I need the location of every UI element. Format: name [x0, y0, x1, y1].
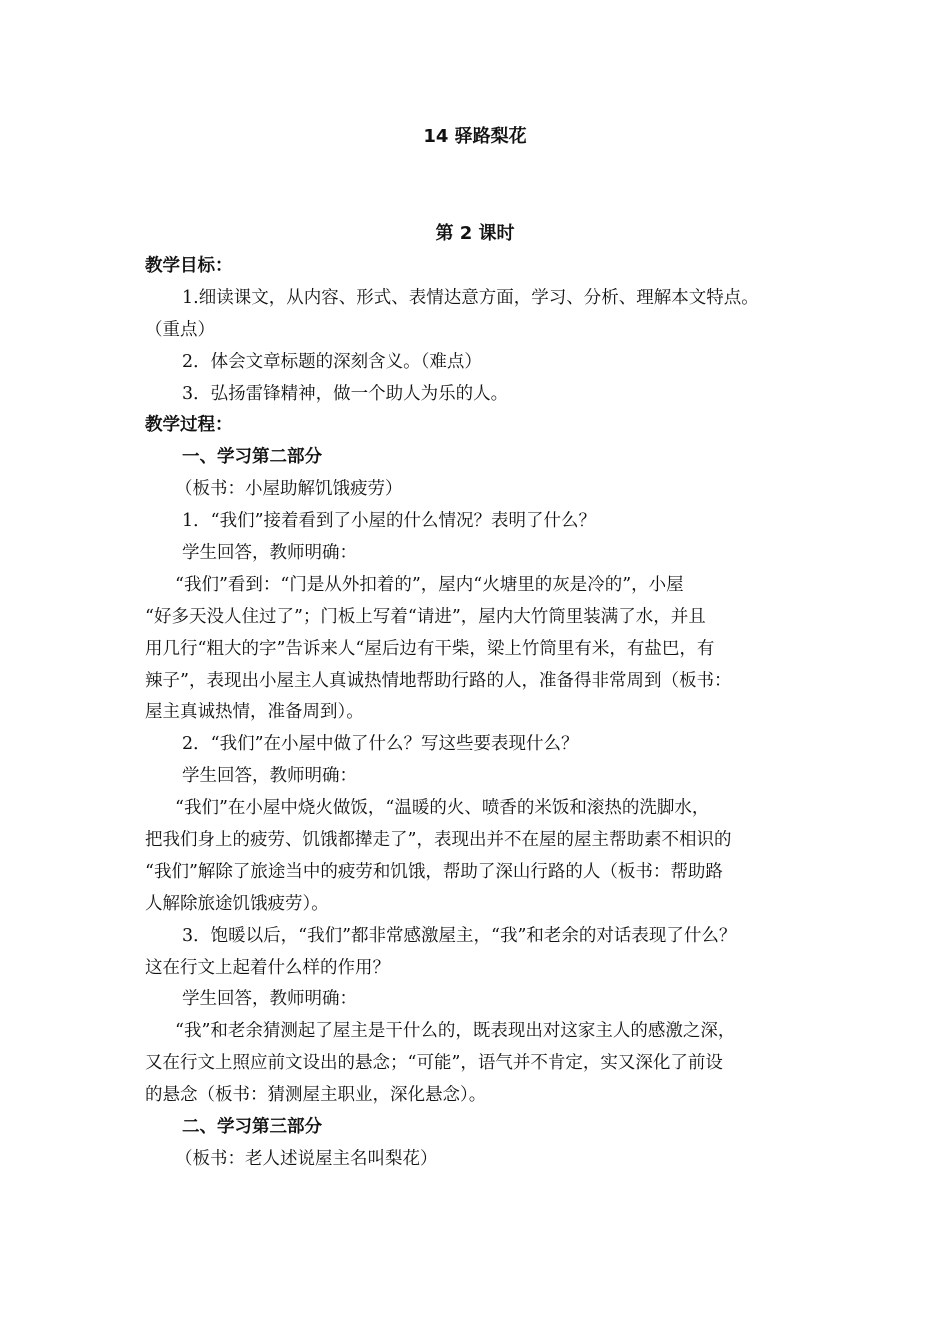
- section-heading: 一、学习第二部分: [182, 447, 322, 468]
- answer-intro: 学生回答，教师明确：: [182, 766, 357, 787]
- question: 3．饱暖以后，“我们”都非常感激屋主，“我”和老余的对话表现了什么？: [182, 925, 737, 946]
- answer-intro: 学生回答，教师明确：: [182, 989, 357, 1010]
- answer-line: 人解除旅途饥饿疲劳）。: [145, 893, 329, 914]
- answer-line: 把我们身上的疲劳、饥饿都撵走了”，表现出并不在屋的屋主帮助素不相识的: [145, 830, 732, 851]
- document-body: [145, 251, 817, 1176]
- answer-intro: 学生回答，教师明确：: [182, 543, 357, 564]
- question: 2．“我们”在小屋中做了什么？写这些要表现什么？: [182, 734, 579, 755]
- answer-line: 辣子”，表现出小屋主人真诚热情地帮助行路的人，准备得非常周到（板书：: [145, 670, 732, 691]
- answer-line: “好多天没人住过了”；门板上写着“请进”，屋内大竹筒里装满了水，并且: [145, 606, 706, 627]
- lesson-period-heading: 第 2 课时: [435, 223, 515, 244]
- answer-line: “我们”解除了旅途当中的疲劳和饥饿，帮助了深山行路的人（板书：帮助路: [145, 861, 723, 882]
- process-heading: 教学过程：: [145, 415, 233, 436]
- section-heading: 二、学习第三部分: [182, 1117, 322, 1138]
- board-note: （板书：老人述说屋主名叫梨花）: [175, 1148, 438, 1169]
- objective-item-continuation: （重点）: [145, 319, 215, 340]
- answer-line: “我”和老余猜测起了屋主是干什么的，既表现出对这家主人的感激之深，: [175, 1021, 736, 1042]
- answer-line: 屋主真诚热情，准备周到）。: [145, 702, 364, 723]
- question-continuation: 这在行文上起着什么样的作用？: [145, 957, 390, 978]
- answer-line: 又在行文上照应前文设出的悬念；“可能”，语气并不肯定，实又深化了前设: [145, 1053, 723, 1074]
- document-title: 14 驿路梨花: [423, 126, 527, 147]
- objective-item: 3．弘扬雷锋精神，做一个助人为乐的人。: [182, 383, 509, 404]
- answer-line: “我们”看到：“门是从外扣着的”，屋内“火塘里的灰是冷的”，小屋: [175, 574, 684, 595]
- answer-line: 的悬念（板书：猜测屋主职业，深化悬念）。: [145, 1085, 487, 1106]
- question: 1．“我们”接着看到了小屋的什么情况？表明了什么？: [182, 511, 597, 532]
- objective-item: 2．体会文章标题的深刻含义。（难点）: [182, 351, 482, 372]
- answer-line: “我们”在小屋中烧火做饭，“温暖的火、喷香的米饭和滚热的洗脚水，: [175, 798, 710, 819]
- answer-line: 用几行“粗大的字”告诉来人“屋后边有干柴，梁上竹筒里有米，有盐巴，有: [145, 638, 715, 659]
- objective-item: 1.细读课文，从内容、形式、表情达意方面，学习、分析、理解本文特点。: [182, 287, 759, 308]
- objectives-heading: 教学目标：: [145, 256, 233, 276]
- board-note: （板书：小屋助解饥饿疲劳）: [175, 479, 403, 500]
